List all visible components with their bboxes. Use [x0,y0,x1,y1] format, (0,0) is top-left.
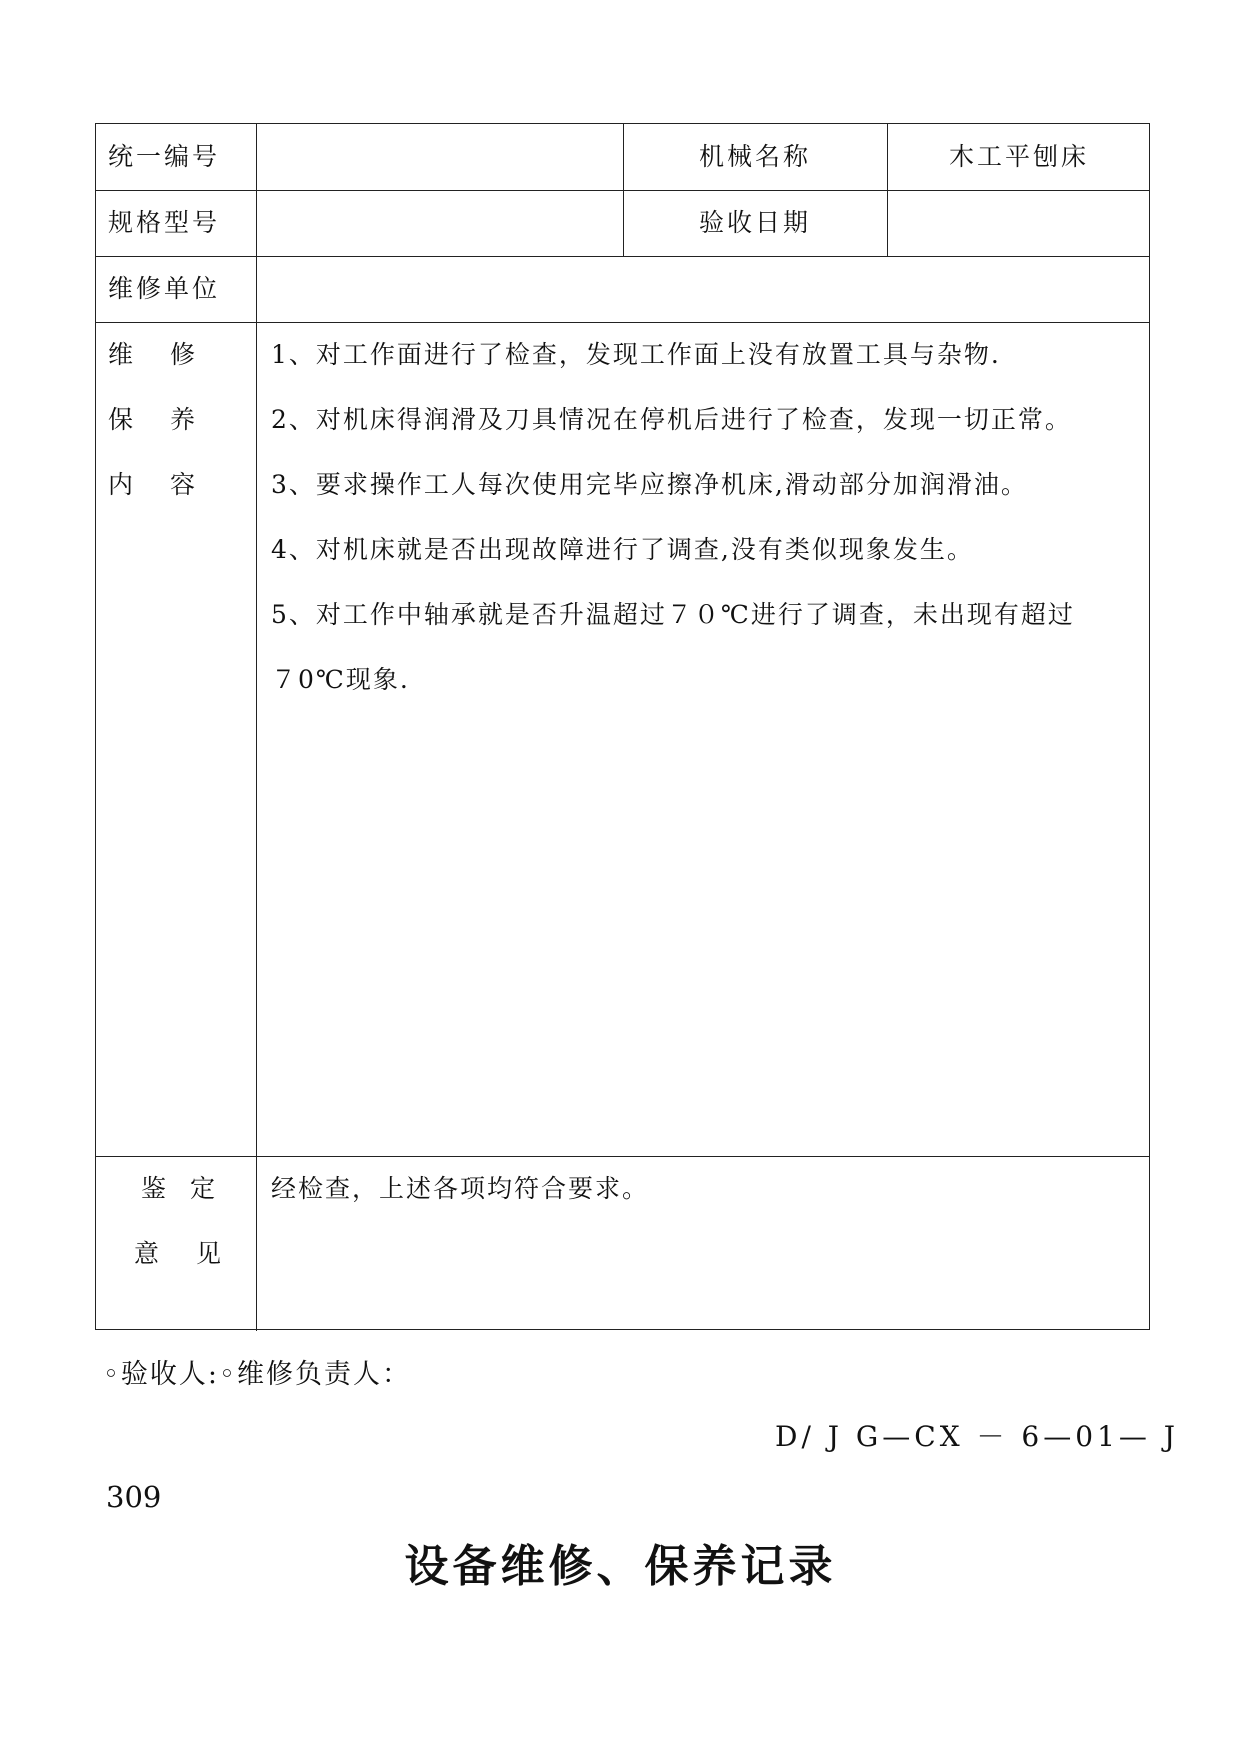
maintenance-item: 2、对机床得润滑及刀具情况在停机后进行了检查，发现一切正常。 [271,405,1072,434]
maintenance-item: 4、对机床就是否出现故障进行了调查,没有类似现象发生。 [271,535,974,564]
label-maintenance-line: 保 养 [108,405,202,434]
row-divider [96,256,1149,257]
maintenance-item: 1、对工作面进行了检查，发现工作面上没有放置工具与杂物. [271,340,1001,369]
label-appraisal-line: 意 见 [134,1239,228,1268]
page-number: 309 [106,1480,162,1514]
maintenance-record-table [95,123,1150,1330]
label-model: 规格型号 [108,208,221,237]
appraisal-text: 经检查，上述各项均符合要求。 [271,1174,650,1203]
document-code: D/ J G—CX － 6—01— J [775,1420,1180,1453]
label-unified-number: 统一编号 [108,142,221,171]
row-divider [96,1156,1149,1157]
maintenance-item: 5、对工作中轴承就是否升温超过７０℃进行了调查，未出现有超过 [271,600,1075,629]
page-title: 设备维修、保养记录 [404,1541,837,1592]
row-divider [96,322,1149,323]
label-maintenance-line: 维 修 [108,340,202,369]
maintenance-item: 3、要求操作工人每次使用完毕应擦净机床,滑动部分加润滑油。 [271,470,1028,499]
label-maintenance-line: 内 容 [108,470,202,499]
signature-line: ◦验收人:◦维修负责人： [103,1359,411,1390]
value-machine-name: 木工平刨床 [948,142,1089,171]
label-acceptance-date: 验收日期 [698,208,811,237]
label-machine-name: 机械名称 [698,142,811,171]
label-appraisal-line: 鉴 定 [141,1174,223,1203]
maintenance-item: ７0℃现象. [271,665,410,694]
label-repair-unit: 维修单位 [108,274,221,303]
column-divider [256,124,257,1331]
